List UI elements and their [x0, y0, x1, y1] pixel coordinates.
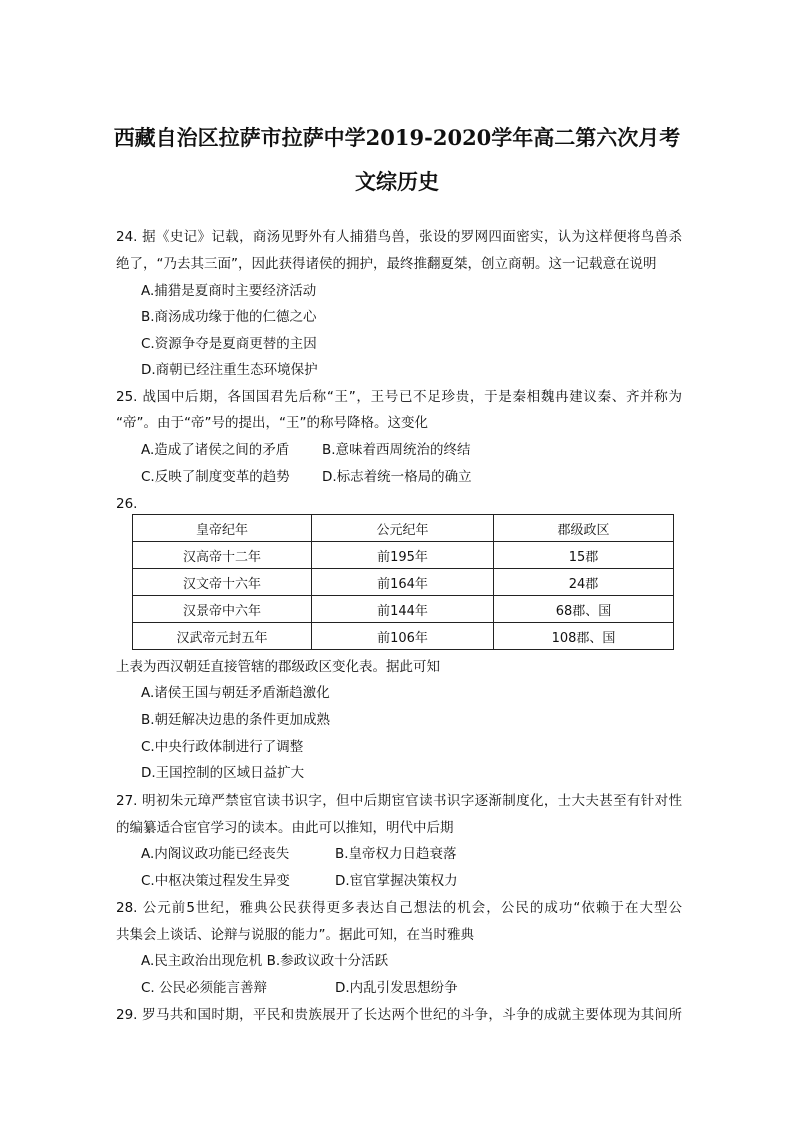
document-subtitle: 文综历史	[355, 169, 439, 194]
table-header-cell: 皇帝纪年	[133, 515, 312, 542]
table-header-cell: 郡级政区	[494, 515, 674, 542]
table-cell: 汉文帝十六年	[133, 569, 312, 596]
q25-stem-line2: “帝”。由于“帝”号的提出，“王”的称号降格。这变化	[116, 415, 428, 431]
q24-stem-line1: 24. 据《史记》记载，商汤见野外有人捕猎鸟兽，张设的罗网四面密实，认为这样便将鸟兽杀	[116, 229, 682, 245]
table-header-cell: 公元纪年	[312, 515, 494, 542]
q24-stem-line2: 绝了，“乃去其三面”，因此获得诸侯的拥护，最终推翻夏桀，创立商朝。这一记载意在说明	[116, 256, 657, 272]
q29-stem-line1: 29. 罗马共和国时期，平民和贵族展开了长达两个世纪的斗争，斗争的成就主要体现为其间所	[116, 1007, 682, 1023]
table-row	[133, 623, 674, 650]
table-cell: 68郡、国	[494, 596, 674, 623]
q28-stem-line1: 28. 公元前5世纪，雅典公民获得更多表达自己想法的机会，公民的成功“依赖于在大型公	[116, 900, 682, 916]
table-row	[133, 542, 674, 569]
q25-option-c: C.反映了制度变革的趋势	[141, 469, 290, 485]
document-title: 西藏自治区拉萨市拉萨中学2019-2020学年高二第六次月考	[113, 125, 681, 150]
q27-stem-line2: 的编纂适合宦官学习的读本。由此可以推知，明代中后期	[116, 820, 454, 836]
table-cell: 24郡	[494, 569, 674, 596]
q25-stem-line1: 25. 战国中后期，各国国君先后称“王”，王号已不足珍贵，于是秦相魏冉建议秦、齐并称为	[116, 389, 682, 405]
table-cell: 108郡、国	[494, 623, 674, 650]
q26-option-d: D.王国控制的区域日益扩大	[141, 765, 305, 781]
q26-number: 26.	[116, 496, 138, 512]
table-cell: 前144年	[312, 596, 494, 623]
q27-option-c: C.中枢决策过程发生异变	[141, 873, 290, 889]
q27-option-b: B.皇帝权力日趋衰落	[335, 846, 457, 862]
table-cell: 汉高帝十二年	[133, 542, 312, 569]
table-row	[133, 596, 674, 623]
q26-option-b: B.朝廷解决边患的条件更加成熟	[141, 712, 331, 728]
q27-option-d: D.宦官掌握决策权力	[335, 873, 458, 889]
q28-option-d: D.内乱引发思想纷争	[335, 980, 458, 996]
table-cell: 前195年	[312, 542, 494, 569]
table-cell: 汉武帝元封五年	[133, 623, 312, 650]
table-row	[133, 569, 674, 596]
table-cell: 汉景帝中六年	[133, 596, 312, 623]
q24-option-b: B.商汤成功缘于他的仁德之心	[141, 309, 317, 325]
table-cell: 前164年	[312, 569, 494, 596]
q25-option-b: B.意味着西周统治的终结	[322, 442, 471, 458]
q25-option-d: D.标志着统一格局的确立	[322, 469, 472, 485]
q28-option-ab: A.民主政治出现危机 B.参政议政十分活跃	[141, 953, 389, 969]
q24-option-c: C.资源争夺是夏商更替的主因	[141, 336, 317, 352]
q24-option-a: A.捕猎是夏商时主要经济活动	[141, 283, 317, 299]
q26-option-a: A.诸侯王国与朝廷矛盾渐趋激化	[141, 685, 330, 701]
q27-option-a: A.内阁议政功能已经丧失	[141, 846, 290, 862]
q28-stem-line2: 共集会上谈话、论辩与说服的能力”。据此可知，在当时雅典	[116, 927, 474, 943]
county-change-table	[132, 514, 674, 650]
q25-option-a: A.造成了诸侯之间的矛盾	[141, 442, 290, 458]
q24-option-d: D.商朝已经注重生态环境保护	[141, 362, 318, 378]
table-header-row	[133, 515, 674, 542]
table-cell: 前106年	[312, 623, 494, 650]
q26-option-c: C.中央行政体制进行了调整	[141, 739, 304, 755]
q26-stem: 上表为西汉朝廷直接管辖的郡级政区变化表。据此可知	[116, 659, 440, 675]
q27-stem-line1: 27. 明初朱元璋严禁宦官读书识字，但中后期宦官读书识字逐渐制度化，士大夫甚至有针对性	[116, 793, 682, 809]
q28-option-c: C. 公民必须能言善辩	[141, 980, 268, 996]
table-cell: 15郡	[494, 542, 674, 569]
